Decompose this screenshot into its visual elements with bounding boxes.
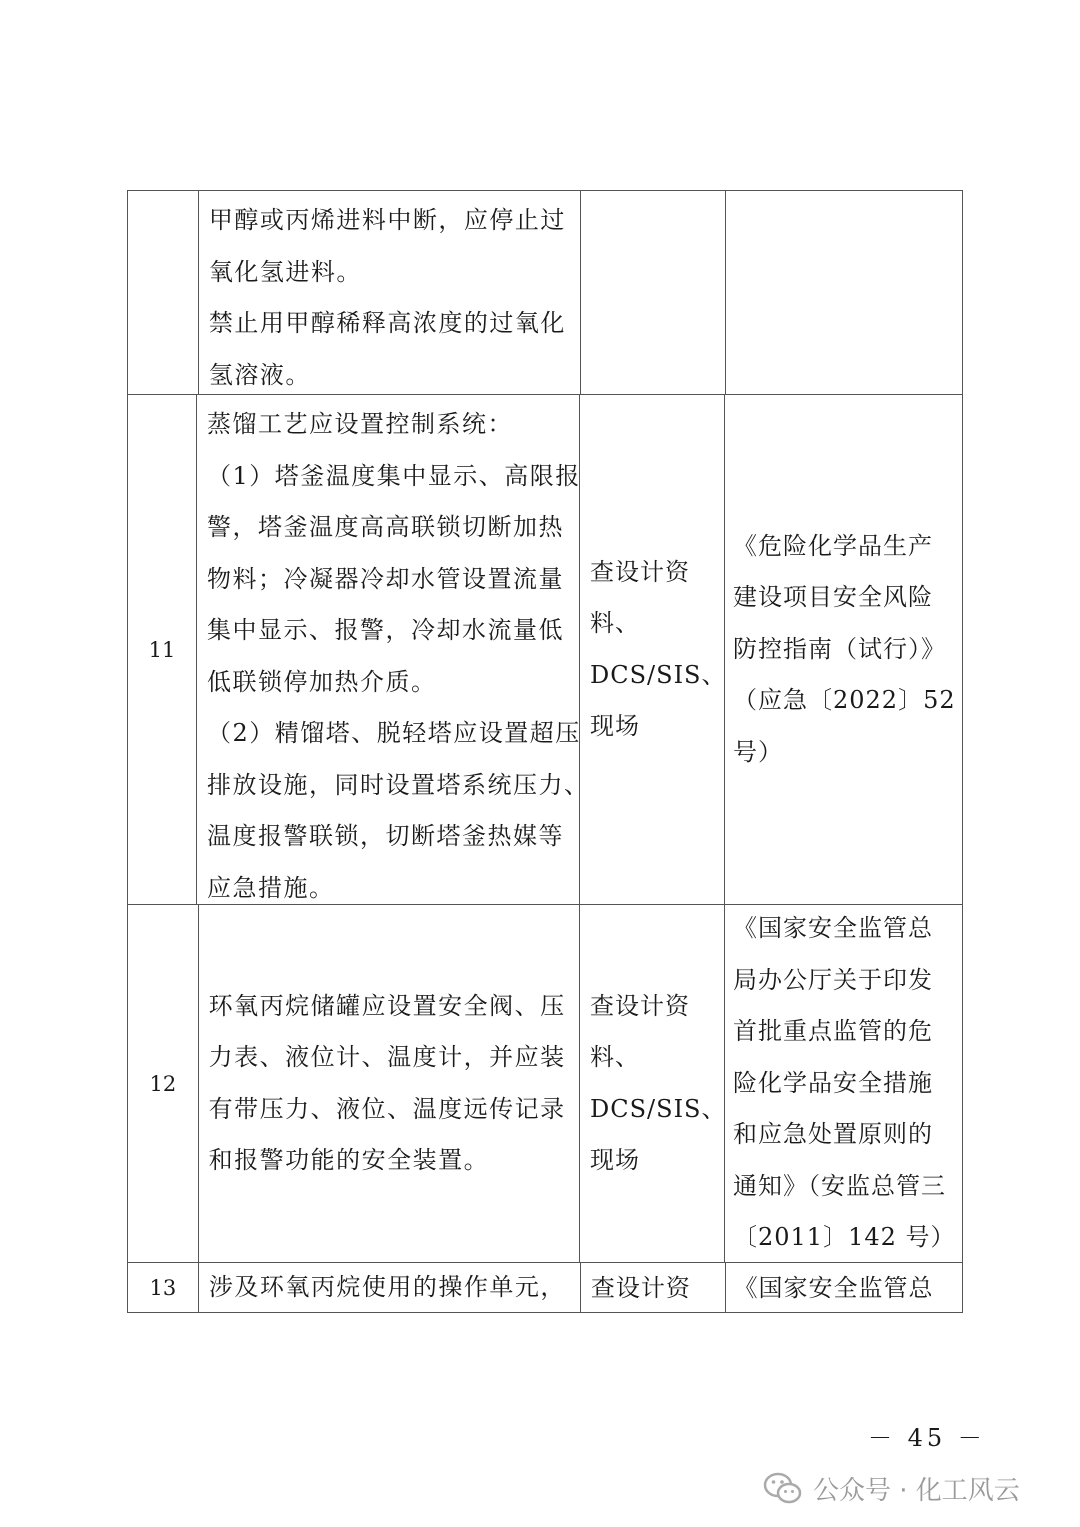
basis-cell	[725, 905, 962, 1262]
requirement-cell	[199, 905, 580, 1262]
method-cell	[580, 395, 725, 904]
table-row	[127, 1263, 963, 1313]
row-number: 11	[128, 395, 197, 904]
basis-cell	[726, 1263, 962, 1312]
requirement-line: 力表、液位计、温度计，并应装	[208, 1043, 566, 1071]
basis-line: 局办公厅关于印发	[733, 965, 933, 994]
requirement-line: （1）塔釜温度集中显示、高限报	[207, 461, 581, 490]
basis-cell	[726, 191, 962, 394]
basis-line: 《危险化学品生产	[733, 531, 933, 560]
requirement-line: 甲醇或丙烯进料中断，应停止过	[208, 206, 566, 234]
wechat-icon	[763, 1472, 803, 1506]
basis-line: 号）	[733, 737, 783, 766]
method-cell	[581, 1263, 726, 1312]
basis-line: 《国家安全监管总	[733, 1273, 934, 1302]
row-number: 12	[128, 905, 199, 1262]
method-line: 料、	[590, 609, 640, 637]
table-row	[127, 395, 963, 905]
basis-line: 通知》（安监总管三	[733, 1171, 946, 1200]
requirement-line: 禁止用甲醇稀释高浓度的过氧化	[208, 309, 566, 337]
requirement-line: 低联锁停加热介质。	[207, 667, 437, 696]
method-line: DCS/SIS、	[590, 660, 727, 689]
requirement-line: 警，塔釜温度高高联锁切断加热	[207, 513, 564, 541]
method-line: 查设计资	[590, 991, 690, 1020]
table-row	[127, 905, 963, 1263]
method-line: 现场	[590, 1146, 640, 1174]
requirement-line: 集中显示、报警，冷却水流量低	[207, 616, 564, 644]
watermark-text: 公众号 · 化工风云	[813, 1476, 1020, 1506]
basis-line: 首批重点监管的危	[733, 1017, 933, 1046]
requirement-cell	[199, 1263, 581, 1312]
method-line: 现场	[590, 712, 640, 740]
requirement-cell	[197, 395, 590, 904]
requirement-line: 环氧丙烷储罐应设置安全阀、压	[208, 991, 566, 1020]
requirement-line: 有带压力、液位、温度远传记录	[208, 1094, 566, 1123]
requirement-line: 应急措施。	[207, 873, 335, 902]
basis-line: （应急〔2022〕52	[733, 686, 956, 715]
requirement-line: 氢溶液。	[208, 360, 311, 389]
watermark	[763, 1470, 1020, 1507]
requirement-line: 蒸馏工艺应设置控制系统：	[207, 410, 513, 438]
row-number: 13	[128, 1263, 199, 1312]
method-line: DCS/SIS、	[590, 1094, 727, 1123]
method-line: 料、	[590, 1043, 640, 1071]
row-number	[128, 191, 199, 394]
requirement-cell	[199, 191, 581, 394]
requirement-line: （2）精馏塔、脱轻塔应设置超压	[207, 719, 581, 747]
method-cell	[580, 905, 725, 1262]
method-line: 查设计资	[590, 557, 690, 586]
basis-line: 〔2011〕142 号）	[733, 1223, 956, 1252]
basis-line: 和应急处置原则的	[733, 1120, 933, 1149]
page-number: － 45 －	[868, 1424, 986, 1452]
basis-line: 建设项目安全风险	[733, 583, 933, 612]
requirement-line: 物料；冷凝器冷却水管设置流量	[207, 564, 564, 593]
requirement-line: 涉及环氧丙烷使用的操作单元，	[208, 1273, 566, 1301]
basis-line: 《国家安全监管总	[733, 914, 933, 943]
requirement-line: 温度报警联锁，切断塔釜热媒等	[207, 822, 564, 850]
method-cell	[581, 191, 726, 394]
basis-line: 防控指南（试行）》	[733, 634, 946, 663]
inspection-table	[127, 190, 963, 1313]
method-line: 查设计资	[590, 1273, 691, 1302]
table-row	[127, 190, 963, 395]
basis-cell	[725, 395, 962, 904]
requirement-line: 排放设施，同时设置塔系统压力、	[207, 770, 590, 799]
basis-line: 险化学品安全措施	[733, 1068, 933, 1097]
requirement-line: 和报警功能的安全装置。	[208, 1146, 490, 1174]
requirement-line: 氧化氢进料。	[208, 257, 362, 286]
